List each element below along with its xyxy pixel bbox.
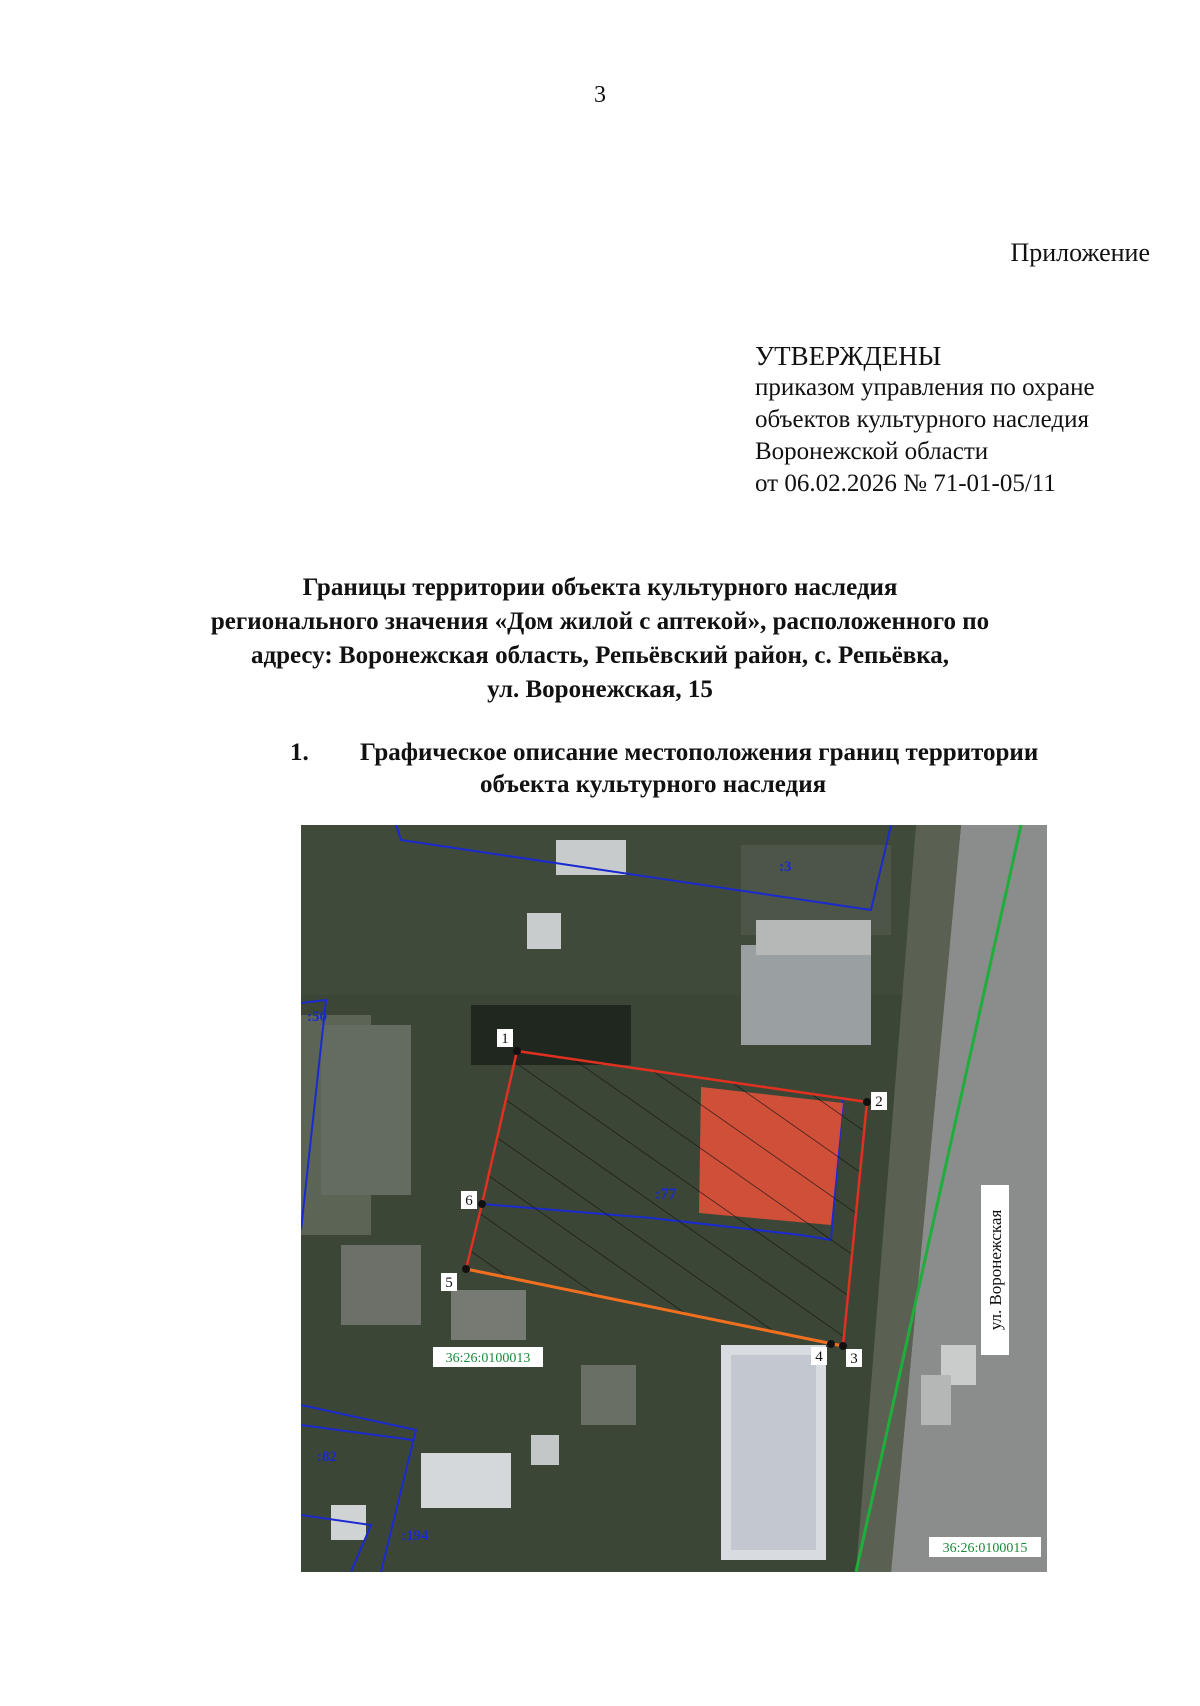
point-label-6: 6 <box>465 1193 473 1209</box>
neighbor-roof <box>741 945 871 1045</box>
shed-roof <box>421 1453 511 1508</box>
neighbor-roof <box>756 920 871 955</box>
turning-point-3 <box>839 1342 847 1350</box>
neighbor-roof <box>321 1025 411 1195</box>
turning-point-2 <box>863 1098 871 1106</box>
turning-point-1 <box>513 1047 521 1055</box>
boundary-map <box>301 825 1047 1572</box>
shed-roof <box>556 840 626 875</box>
approval-line: приказом управления по охране <box>755 374 1095 401</box>
document-title <box>150 571 1050 707</box>
parcel-label: :82 <box>317 1449 337 1465</box>
parcel-label: :50 <box>307 1009 327 1025</box>
point-label-5: 5 <box>445 1275 453 1291</box>
page-number: 3 <box>594 82 606 108</box>
approval-block <box>755 340 1095 500</box>
approval-heading: УТВЕРЖДЕНЫ <box>755 341 942 371</box>
neighbor-building <box>731 1355 816 1550</box>
turning-point-6 <box>478 1200 486 1208</box>
title-line: регионального значения «Дом жилой с аптекой», расположенного по <box>210 608 990 635</box>
cadastral-block-label: 36:26:0100013 <box>445 1351 531 1366</box>
point-label-3: 3 <box>850 1351 858 1367</box>
title-line: Границы территории объекта культурного наследия <box>302 574 898 601</box>
parcel-label: :3 <box>779 859 792 875</box>
shed-roof <box>531 1435 559 1465</box>
section-number: 1. <box>290 739 309 766</box>
point-label-1: 1 <box>501 1031 509 1047</box>
parcel-label: :77 <box>655 1186 677 1203</box>
point-label-2: 2 <box>875 1094 883 1110</box>
cadastral-block-label: 36:26:0100015 <box>942 1541 1028 1556</box>
turning-point-5 <box>462 1265 470 1273</box>
shed-roof <box>581 1365 636 1425</box>
title-line: адресу: Воронежская область, Репьёвский район, с. Репьёвка, <box>250 642 950 669</box>
parcel-label: :194 <box>401 1528 429 1544</box>
title-line: ул. Воронежская, 15 <box>487 676 713 703</box>
neighbor-roof <box>341 1245 421 1325</box>
street-label: ул. Воронежская <box>986 1209 1005 1331</box>
shed-roof <box>451 1290 526 1340</box>
shed-roof <box>527 913 561 949</box>
section-title-line: Графическое описание местоположения границ территории <box>360 739 1039 766</box>
point-label-4: 4 <box>815 1349 823 1365</box>
street-object <box>921 1375 951 1425</box>
approval-line: объектов культурного наследия <box>755 406 1089 433</box>
section-title-line: объекта культурного наследия <box>480 771 827 798</box>
turning-point-4 <box>827 1340 835 1348</box>
appendix-label: Приложение <box>1010 238 1150 267</box>
approval-line: от 06.02.2026 № 71-01-05/11 <box>755 470 1056 497</box>
approval-line: Воронежской области <box>755 438 989 465</box>
boundary-map-svg <box>301 825 1047 1572</box>
